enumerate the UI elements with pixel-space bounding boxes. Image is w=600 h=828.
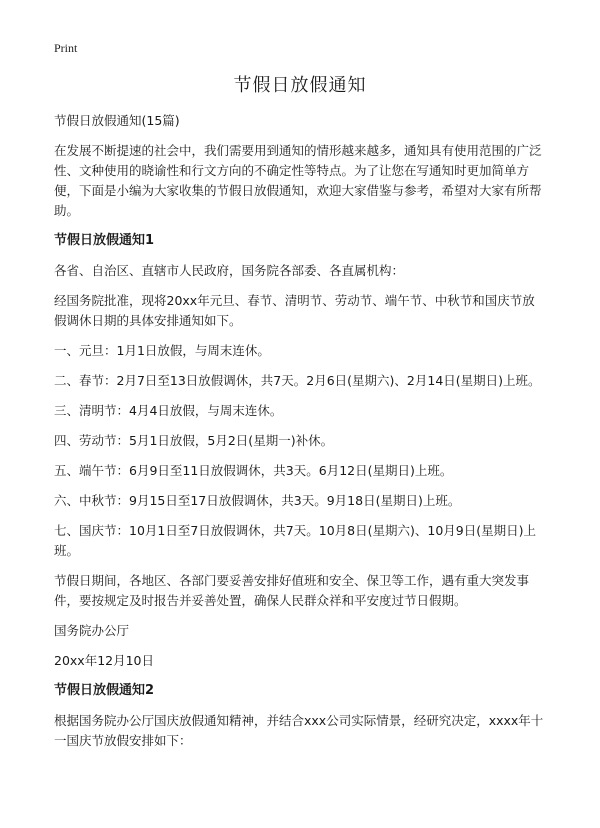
section2-body: 根据国务院办公厅国庆放假通知精神，并结合xxx公司实际情景，经研究决定，xxxx年十一国庆节放假安排如下：	[54, 713, 544, 748]
holiday-item-labor-day: 四、劳动节：5月1日放假，5月2日(星期一)补休。	[54, 433, 334, 448]
page-title: 节假日放假通知	[233, 75, 367, 96]
holiday-item-national-day: 七、国庆节：10月1日至7日放假调休，共7天。10月8日(星期六)、10月9日(星期日)上班。	[54, 523, 536, 558]
section1-addressee: 各省、自治区、直辖市人民政府，国务院各部委、各直属机构：	[54, 263, 405, 278]
section1-signature: 国务院办公厅	[54, 623, 130, 638]
section1-lead: 经国务院批准，现将20xx年元旦、春节、清明节、劳动节、端午节、中秋节和国庆节放假调休日期的具体安排通知如下。	[54, 293, 535, 328]
section1-closing: 节假日期间，各地区、各部门要妥善安排好值班和安全、保卫等工作，遇有重大突发事件，要按规定及时报告并妥善处置，确保人民群众祥和平安度过节日假期。	[54, 573, 530, 608]
holiday-item-dragon-boat: 五、端午节：6月9日至11日放假调休，共3天。6月12日(星期日)上班。	[54, 463, 453, 478]
section2-heading: 节假日放假通知2	[54, 683, 155, 698]
print-label[interactable]: Print	[54, 41, 78, 55]
intro-paragraph: 在发展不断提速的社会中，我们需要用到通知的情形越来越多，通知具有使用范围的广泛性、文种使用的晓谕性和行文方向的不确定性等特点。为了让您在写通知时更加简单方便，下面是小编为大家收集的节假日放假通知，欢迎大家借鉴与参考，希望对大家有所帮助。	[54, 143, 542, 218]
holiday-item-mid-autumn: 六、中秋节：9月15日至17日放假调休，共3天。9月18日(星期日)上班。	[54, 493, 461, 508]
holiday-item-spring-festival: 二、春节：2月7日至13日放假调休，共7天。2月6日(星期六)、2月14日(星期日)上班。	[54, 373, 541, 388]
document-subtitle: 节假日放假通知(15篇)	[54, 113, 180, 128]
holiday-item-new-year: 一、元旦：1月1日放假，与周末连休。	[54, 343, 270, 358]
holiday-item-qingming: 三、清明节：4月4日放假，与周末连休。	[54, 403, 283, 418]
section1-heading: 节假日放假通知1	[54, 233, 155, 248]
section1-date: 20xx年12月10日	[54, 653, 155, 668]
